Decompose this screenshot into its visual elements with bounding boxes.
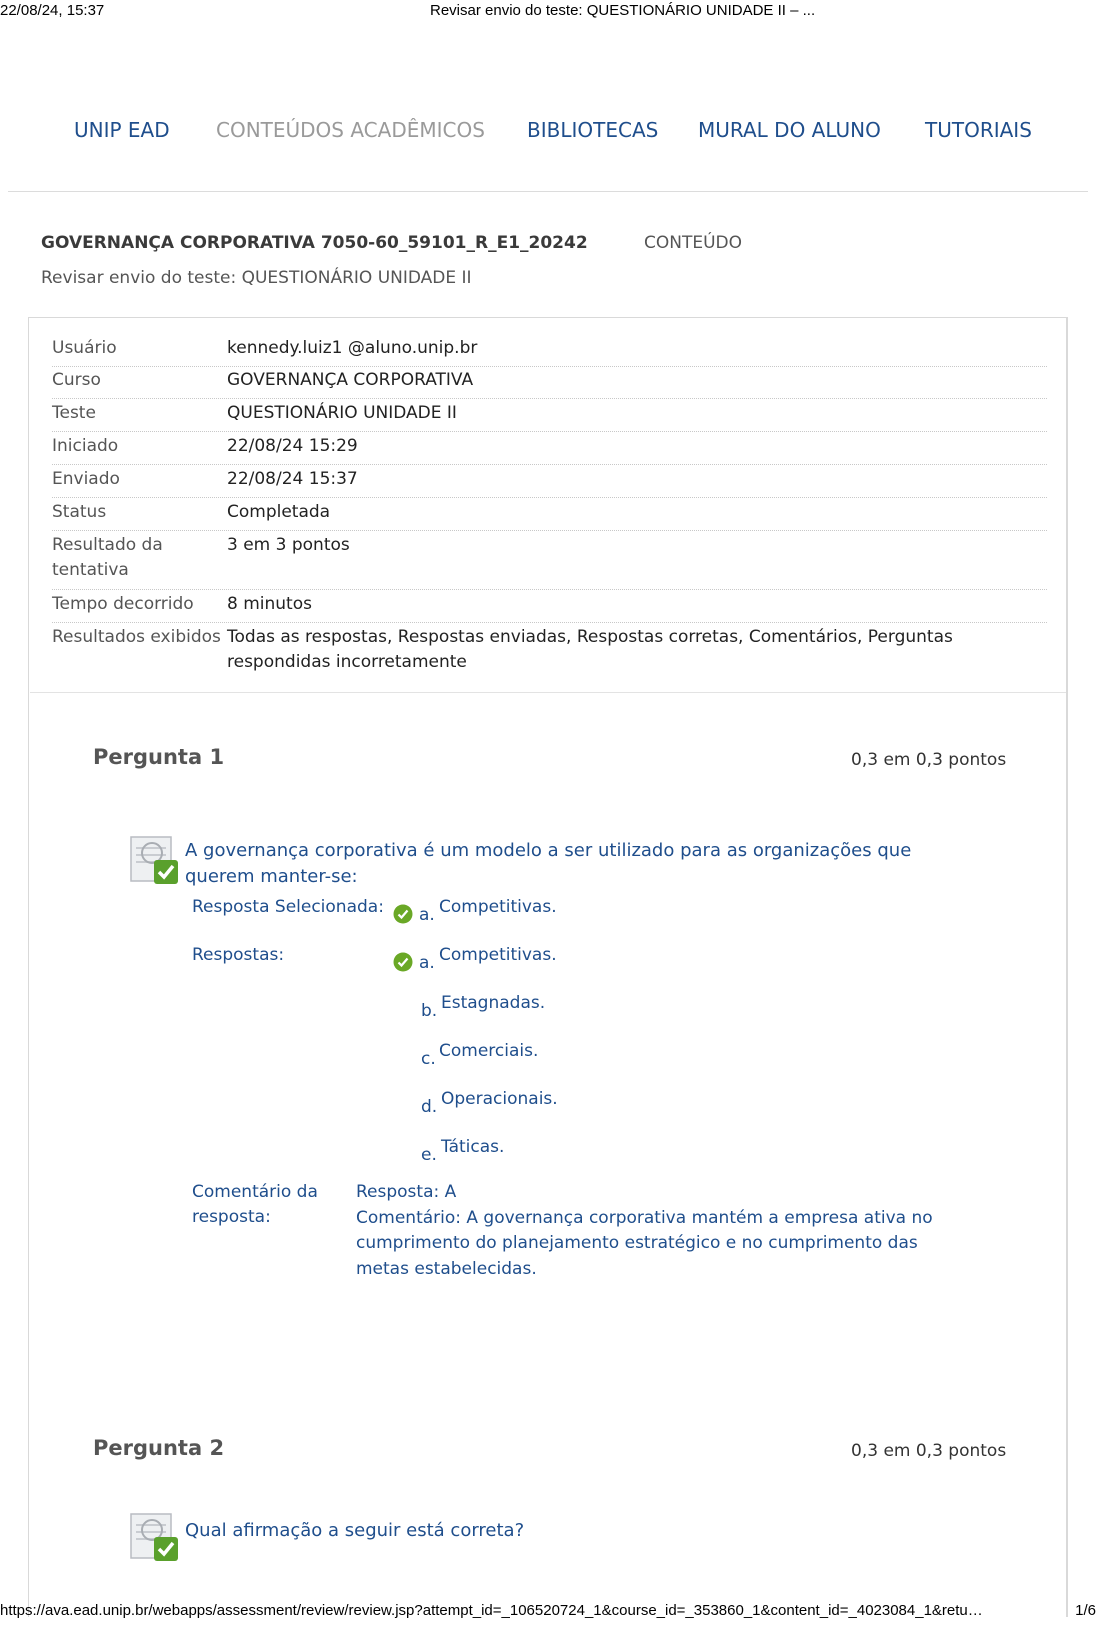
nav-tutoriais[interactable]: TUTORIAIS (925, 118, 1032, 142)
option-letter: d. (421, 1097, 438, 1117)
info-value: Completada (227, 502, 331, 522)
option-letter: b. (421, 1001, 438, 1021)
nav-divider (8, 191, 1088, 192)
correct-check-icon (393, 904, 413, 924)
info-value: kennedy.luiz1 @aluno.unip.br (227, 338, 478, 358)
comment-label: Comentário da resposta: (192, 1182, 318, 1227)
print-url: https://ava.ead.unip.br/webapps/assessment/review/review.jsp?attempt_id=_106520724_1&course_id=_353860_1&content_id=_4023084_1&retu… (0, 1602, 983, 1619)
question-2-points: 0,3 em 0,3 pontos (851, 1441, 1007, 1461)
info-value: 3 em 3 pontos (227, 535, 350, 555)
info-label: Curso (52, 370, 101, 390)
info-label: Resultados exibidos (52, 627, 221, 647)
print-footer (0, 1600, 1096, 1624)
info-label: Resultado da tentativa (52, 535, 163, 580)
info-label: Iniciado (52, 436, 119, 456)
selected-answer-label: Resposta Selecionada: (192, 897, 384, 917)
option-text: Táticas. (441, 1137, 505, 1157)
info-label: Enviado (52, 469, 120, 489)
info-row (52, 625, 1047, 681)
option-letter: c. (421, 1049, 436, 1069)
info-row (52, 401, 1047, 432)
info-row (52, 434, 1047, 465)
option-text: Operacionais. (441, 1089, 558, 1109)
attempt-info (30, 318, 1066, 693)
selected-answer-letter: a. (419, 905, 435, 925)
info-value: 8 minutos (227, 594, 312, 614)
option-letter: e. (421, 1145, 437, 1165)
info-value: GOVERNANÇA CORPORATIVA (227, 370, 474, 390)
top-nav (0, 118, 1096, 148)
correct-question-icon (130, 1513, 180, 1563)
question-1-text: A governança corporativa é um modelo a ser utilizado para as organizações que querem manter-se: (185, 840, 912, 887)
info-label: Usuário (52, 338, 117, 358)
nav-mural-do-aluno[interactable]: MURAL DO ALUNO (698, 118, 881, 142)
content-link[interactable]: CONTEÚDO (644, 233, 743, 253)
breadcrumb: Revisar envio do teste: QUESTIONÁRIO UNIDADE II (41, 268, 472, 288)
course-title[interactable]: GOVERNANÇA CORPORATIVA 7050-60_59101_R_E1_20242 (41, 233, 588, 253)
question-1-title: Pergunta 1 (93, 745, 225, 769)
info-row (52, 592, 1047, 623)
option-letter: a. (419, 953, 435, 973)
comment-answer: Resposta: A (356, 1182, 457, 1202)
info-label: Status (52, 502, 107, 522)
nav-conteudos-academicos[interactable]: CONTEÚDOS ACADÊMICOS (216, 118, 485, 142)
info-row (52, 368, 1047, 399)
option-text: Competitivas. (439, 945, 557, 965)
nav-bibliotecas[interactable]: BIBLIOTECAS (527, 118, 659, 142)
comment-body (356, 1180, 956, 1282)
question-1-points: 0,3 em 0,3 pontos (851, 750, 1007, 770)
info-value: 22/08/24 15:29 (227, 436, 358, 456)
info-value: Todas as respostas, Respostas enviadas, Respostas corretas, Comentários, Perguntas respondidas incorretamente (227, 627, 953, 672)
question-2-title: Pergunta 2 (93, 1436, 225, 1460)
info-row (52, 336, 1047, 367)
option-text: Comerciais. (439, 1041, 539, 1061)
info-row (52, 467, 1047, 498)
question-2-text: Qual afirmação a seguir está correta? (185, 1520, 525, 1541)
info-value: QUESTIONÁRIO UNIDADE II (227, 403, 457, 423)
print-title: Revisar envio do teste: QUESTIONÁRIO UNIDADE II – ... (430, 2, 816, 19)
option-text: Estagnadas. (441, 993, 546, 1013)
nav-unip-ead[interactable]: UNIP EAD (74, 118, 170, 142)
selected-answer-text: Competitivas. (439, 897, 557, 917)
print-page-number: 1/6 (1075, 1602, 1096, 1619)
info-value: 22/08/24 15:37 (227, 469, 358, 489)
info-row (52, 533, 1047, 590)
print-datetime: 22/08/24, 15:37 (0, 2, 105, 19)
answers-label: Respostas: (192, 945, 285, 965)
correct-question-icon (130, 836, 180, 886)
print-header (0, 0, 1096, 24)
info-label: Teste (52, 403, 96, 423)
correct-check-icon (393, 952, 413, 972)
info-row (52, 500, 1047, 531)
info-label: Tempo decorrido (52, 594, 194, 614)
comment-text: Comentário: A governança corporativa mantém a empresa ativa no cumprimento do planejamento estratégico e no cumprimento das metas estabelecidas. (356, 1207, 933, 1279)
